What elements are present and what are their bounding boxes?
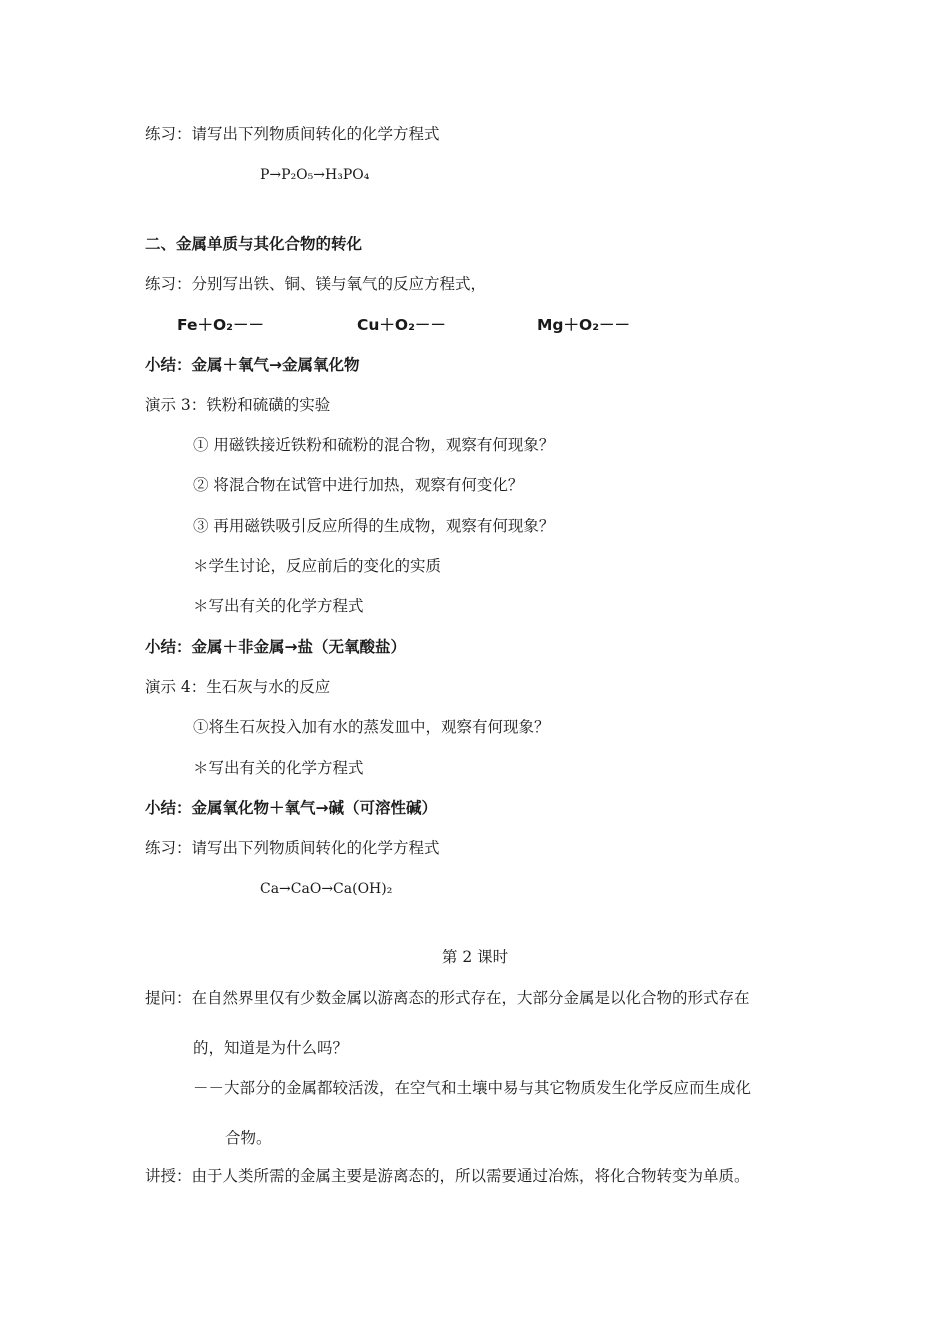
- answer-line-1: －－大部分的金属都较活泼，在空气和土壤中易与其它物质发生化学反应而生成化: [193, 1079, 752, 1097]
- demo-4-note-1: ＊写出有关的化学方程式: [193, 759, 364, 777]
- demo-3-title: 演示 3：铁粉和硫磺的实验: [145, 396, 331, 414]
- equation-cu: Cu＋O₂－－: [357, 316, 446, 334]
- lecture-line: 讲授：由于人类所需的金属主要是游离态的，所以需要通过冶炼，将化合物转变为单质。: [145, 1167, 750, 1185]
- equation-fe: Fe＋O₂－－: [177, 316, 264, 334]
- demo-3-step-1: ① 用磁铁接近铁粉和硫粉的混合物，观察有何现象？: [193, 436, 555, 454]
- question-line-1: 提问：在自然界里仅有少数金属以游离态的形式存在，大部分金属是以化合物的形式存在: [145, 989, 750, 1007]
- answer-line-2: 合物。: [225, 1129, 272, 1147]
- summary-3: 小结：金属氧化物＋氧气→碱（可溶性碱）: [145, 799, 437, 817]
- demo-3-step-2: ② 将混合物在试管中进行加热，观察有何变化？: [193, 476, 524, 494]
- summary-1: 小结：金属＋氧气→金属氧化物: [145, 356, 360, 374]
- lesson-2-heading: 第 2 课时: [441, 948, 509, 966]
- demo-4-step-1: ①将生石灰投入加有水的蒸发皿中，观察有何现象？: [193, 718, 550, 736]
- exercise-3-chain: Ca→CaO→Ca(OH)₂: [260, 881, 393, 897]
- demo-3-note-2: ＊写出有关的化学方程式: [193, 597, 364, 615]
- summary-2: 小结：金属＋非金属→盐（无氧酸盐）: [145, 638, 406, 656]
- section-2-title: 二、金属单质与其化合物的转化: [145, 235, 363, 253]
- exercise-3-prompt: 练习：请写出下列物质间转化的化学方程式: [145, 839, 440, 857]
- demo-3-step-3: ③ 再用磁铁吸引反应所得的生成物，观察有何现象？: [193, 517, 555, 535]
- exercise-1-chain: P→P₂O₅→H₃PO₄: [260, 167, 370, 183]
- demo-3-note-1: ＊学生讨论，反应前后的变化的实质: [193, 557, 442, 575]
- exercise-2-prompt: 练习：分别写出铁、铜、镁与氧气的反应方程式，: [145, 275, 487, 293]
- question-line-2: 的，知道是为什么吗？: [193, 1039, 349, 1057]
- demo-4-title: 演示 4：生石灰与水的反应: [145, 678, 331, 696]
- equation-mg: Mg＋O₂－－: [537, 316, 630, 334]
- exercise-1-prompt: 练习：请写出下列物质间转化的化学方程式: [145, 125, 440, 143]
